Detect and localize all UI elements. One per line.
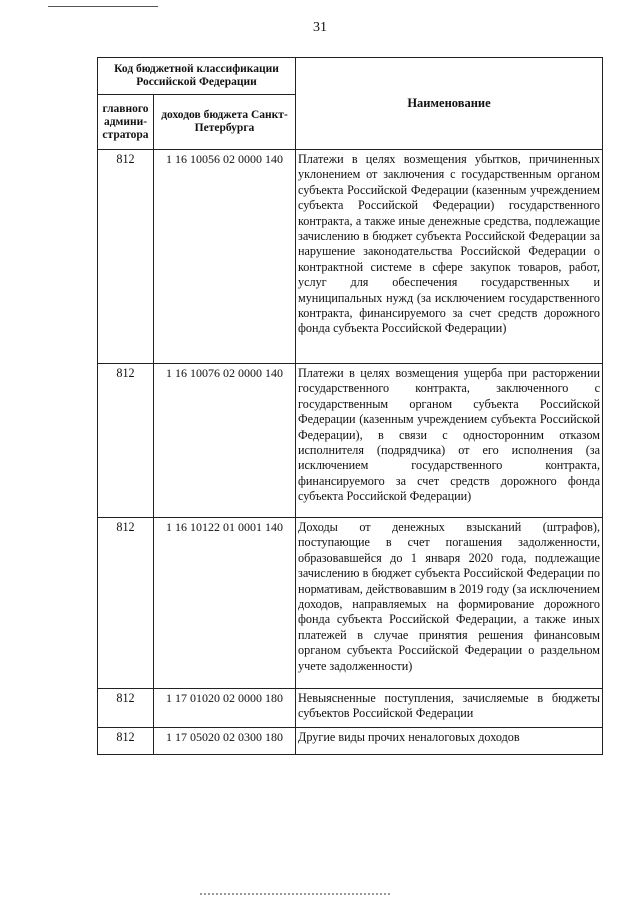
income-code-cell: 1 16 10122 01 0001 140 — [154, 518, 296, 689]
name-cell: Платежи в целях возмещения убытков, причиненных уклонением от заключения с государственным органом субъекта Российской Федерации (казенным учреждением субъекта Российской Федерации) государственного контракта, а также иные денежные средства, подлежащие зачислению в бюджет субъекта Российской Федерации за нарушение законодательства Российской Федерации о контрактной системе в сфере закупок товаров, работ, услуг для обеспечения государственных и муниципальных нужд (за исключением государственного контракта, финансируемого за счет средств дорожного фонда субъекта Российской Федерации) — [296, 150, 603, 364]
budget-classification-table — [97, 57, 603, 755]
classification-group-header: Код бюджетной классификации Российской Федерации — [98, 58, 296, 95]
admin-code-cell: 812 — [98, 364, 154, 518]
admin-column-header: главного админи-стратора — [98, 95, 154, 150]
name-column-header: Наименование — [296, 58, 603, 150]
admin-code-cell: 812 — [98, 518, 154, 689]
name-cell: Другие виды прочих неналоговых доходов — [296, 728, 603, 755]
table-row — [98, 518, 603, 689]
table-row — [98, 728, 603, 755]
income-code-cell: 1 17 05020 02 0300 180 — [154, 728, 296, 755]
table-row — [98, 364, 603, 518]
bottom-edge-mark — [200, 893, 390, 898]
table-row — [98, 150, 603, 364]
income-code-cell: 1 16 10056 02 0000 140 — [154, 150, 296, 364]
table-row — [98, 689, 603, 728]
admin-code-cell: 812 — [98, 689, 154, 728]
income-code-cell: 1 17 01020 02 0000 180 — [154, 689, 296, 728]
top-edge-mark — [48, 6, 158, 9]
name-cell: Невыясненные поступления, зачисляемые в бюджеты субъектов Российской Федерации — [296, 689, 603, 728]
admin-code-cell: 812 — [98, 150, 154, 364]
income-column-header: доходов бюджета Санкт-Петербурга — [154, 95, 296, 150]
name-cell: Доходы от денежных взысканий (штрафов), поступающие в счет погашения задолженности, образовавшейся до 1 января 2020 года, подлежащие зачислению в бюджет субъекта Российской Федерации по нормативам, действовавшим в 2019 году (за исключением доходов, направляемых на формирование дорожного фонда субъекта Российской Федерации, а также иных платежей в случае принятия решения финансовым органом субъекта Российской Федерации о раздельном учете задолженности) — [296, 518, 603, 689]
admin-code-cell: 812 — [98, 728, 154, 755]
income-code-cell: 1 16 10076 02 0000 140 — [154, 364, 296, 518]
name-cell: Платежи в целях возмещения ущерба при расторжении государственного контракта, заключенного с государственным органом субъекта Российской Федерации (казенным учреждением субъекта Российской Федерации), в связи с односторонним отказом исполнителя (подрядчика) от его исполнения (за исключением государственного контракта, финансируемого за счет средств дорожного фонда субъекта Российской Федерации) — [296, 364, 603, 518]
page-number: 31 — [313, 20, 327, 35]
